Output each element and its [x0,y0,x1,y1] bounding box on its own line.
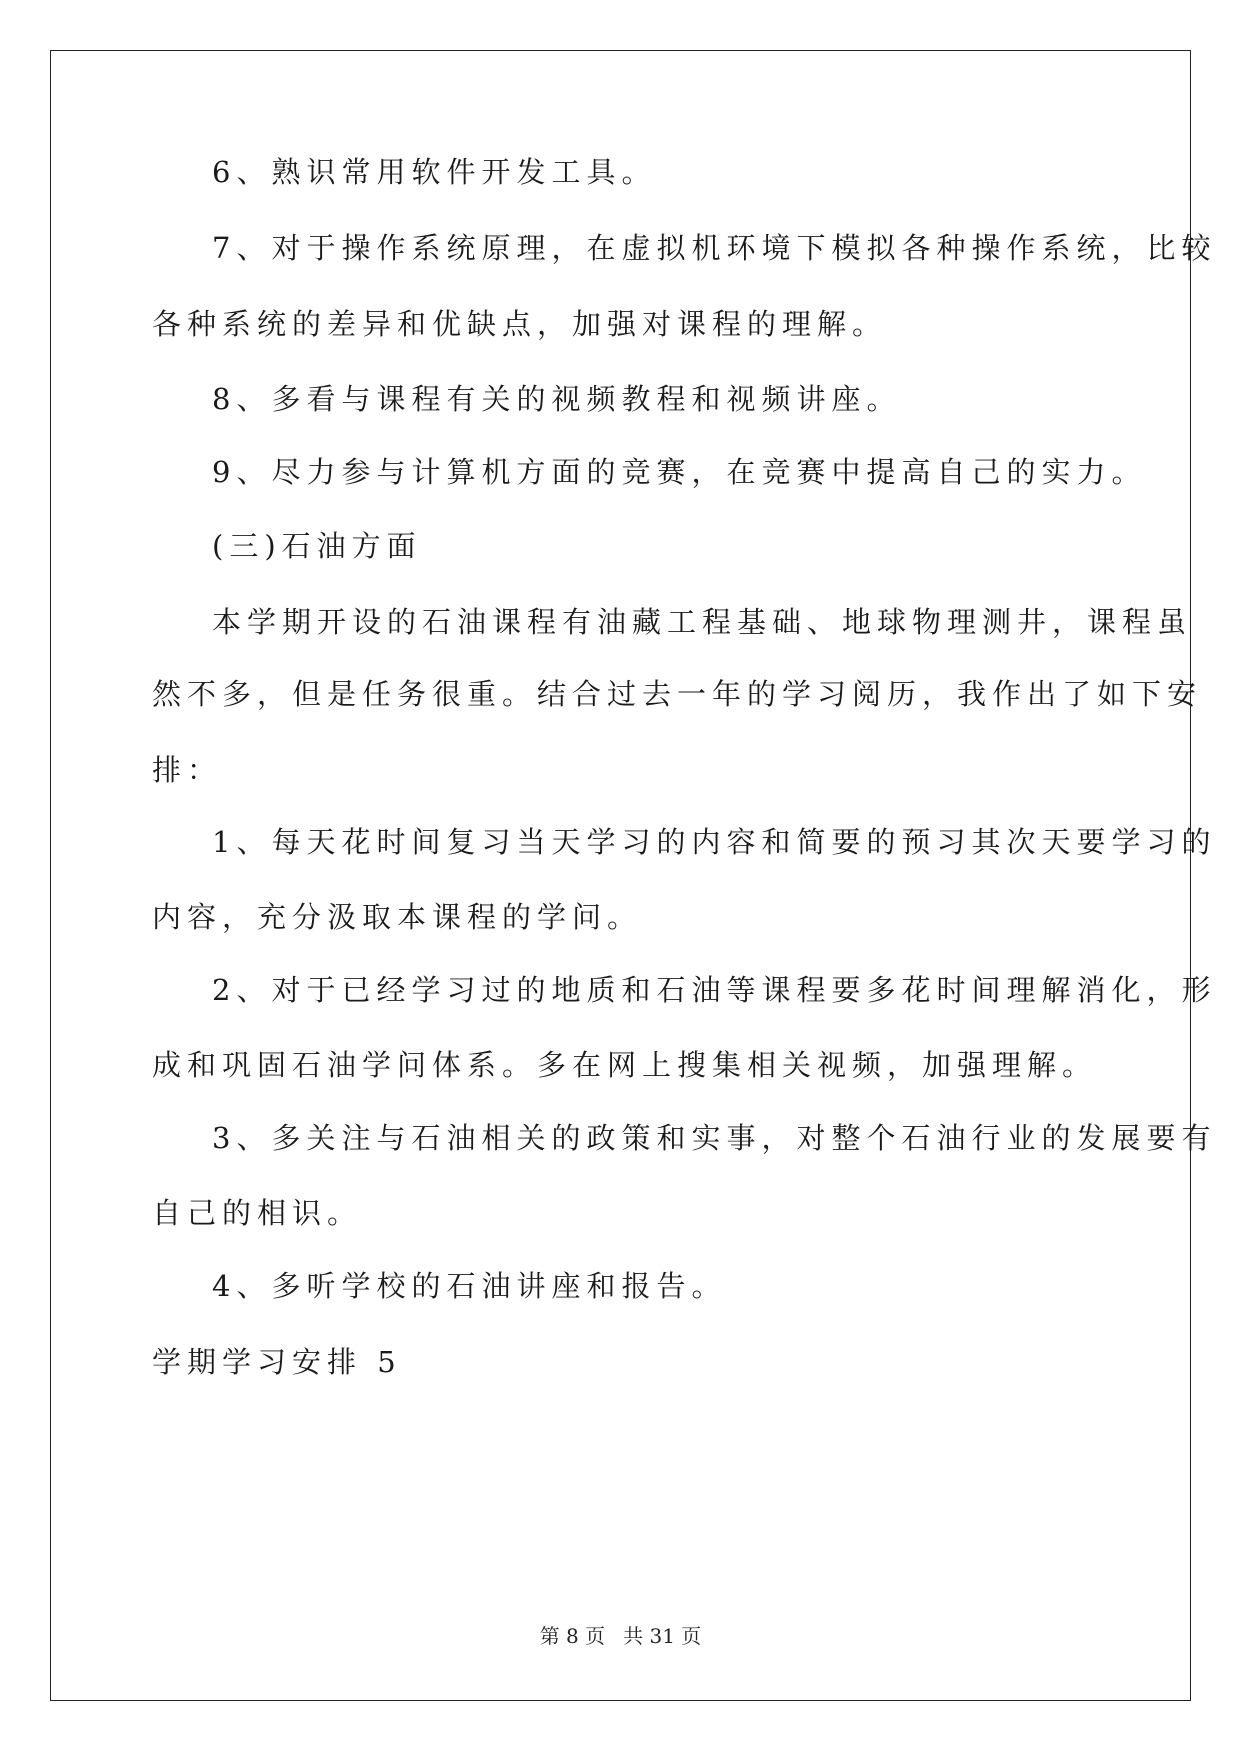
section-heading: (三)石油方面 [212,529,422,563]
paragraph-line: 4、多听学校的石油讲座和报告。 [212,1269,727,1303]
paragraph-line: 排： [152,753,223,787]
paragraph-line: 3、多关注与石油相关的政策和实事，对整个石油行业的发展要有 [212,1121,1217,1155]
paragraph-line: 9、尽力参与计算机方面的竞赛，在竞赛中提高自己的实力。 [212,455,1147,489]
paragraph-line: 1、每天花时间复习当天学习的内容和简要的预习其次天要学习的 [212,825,1217,859]
paragraph-line: 8、多看与课程有关的视频教程和视频讲座。 [212,382,902,416]
page-total: 共 31 页 [623,1624,702,1648]
section-title: 学期学习安排 5 [152,1345,402,1379]
paragraph-line: 然不多，但是任务很重。结合过去一年的学习阅历，我作出了如下安 [152,677,1203,711]
paragraph-line: 内容，充分汲取本课程的学问。 [152,900,643,934]
page-number: 第 8 页 [539,1624,606,1648]
paragraph-line: 成和巩固石油学问体系。多在网上搜集相关视频，加强理解。 [152,1048,1098,1082]
paragraph-line: 自己的相识。 [152,1196,363,1230]
page-border [50,50,1191,1701]
paragraph-line: 本学期开设的石油课程有油藏工程基础、地球物理测井，课程虽 [212,605,1193,639]
paragraph-line: 2、对于已经学习过的地质和石油等课程要多花时间理解消化，形 [212,973,1217,1007]
paragraph-line: 6、熟识常用软件开发工具。 [212,155,657,189]
paragraph-line: 7、对于操作系统原理，在虚拟机环境下模拟各种操作系统，比较 [212,231,1217,265]
page-footer [0,1620,1241,1649]
paragraph-line: 各种系统的差异和优缺点，加强对课程的理解。 [152,307,888,341]
